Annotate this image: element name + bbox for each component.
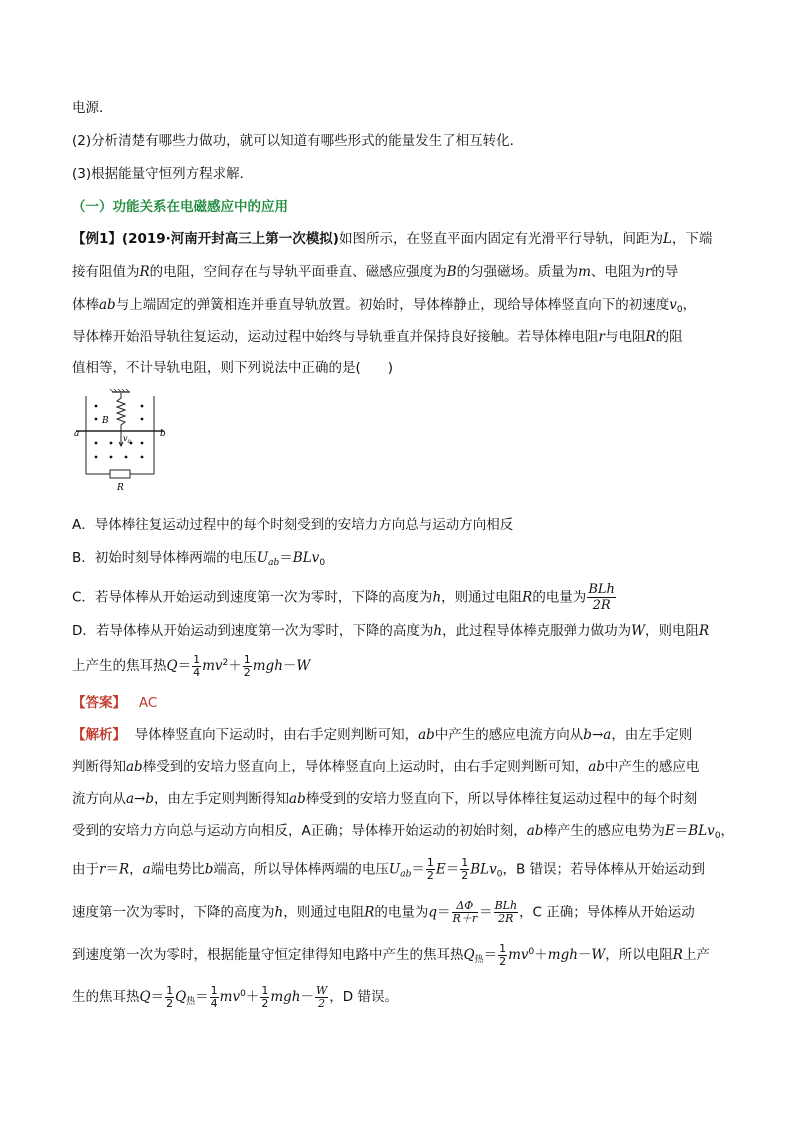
var-direction: a→b — [126, 791, 155, 807]
plus: ＋ — [245, 989, 260, 1005]
analysis-line-6 — [72, 900, 695, 925]
option-text: 上产生的焦耳热 — [72, 658, 167, 674]
analysis-text: 的电量为 — [374, 904, 429, 921]
example-line-3 — [72, 295, 696, 320]
equals: ＝ — [150, 989, 165, 1005]
var-L: L — [662, 231, 672, 247]
option-text: C．若导体棒从开始运动到速度第一次为零时，下降的高度为 — [72, 589, 433, 606]
equals: ＝ — [483, 947, 498, 963]
equals: ＝ — [674, 823, 689, 839]
var-r: r — [99, 861, 106, 878]
var-r: r — [644, 264, 652, 280]
example-text: ，下端 — [671, 231, 713, 247]
analysis-line-7 — [72, 942, 710, 970]
equals: ＝ — [105, 861, 119, 878]
circuit-diagram — [74, 388, 174, 494]
var-a: a — [142, 861, 151, 878]
fraction: $\frac{\text{BLh}}{2R}$ — [494, 899, 518, 925]
analysis-tag: 【解析】 — [72, 727, 126, 743]
fraction: $\frac{1}{2}$ — [166, 983, 174, 1010]
var-E: E — [664, 823, 675, 839]
option-text: D．若导体棒从开始运动到速度第一次为零时，下降的高度为 — [72, 623, 434, 639]
subscript: 0 — [496, 869, 503, 880]
analysis-text: 由于 — [72, 861, 99, 878]
analysis-text: 上产 — [682, 947, 710, 963]
var-ab: ab — [289, 791, 306, 807]
minus: － — [300, 989, 314, 1005]
equals: ＝ — [195, 989, 209, 1005]
option-d-line-1 — [72, 621, 709, 641]
analysis-text: 棒受到的安培力竖直向上，导体棒竖直向上运动时，由右手定则判断可知， — [142, 759, 589, 775]
fraction: $\frac{1}{2}$ — [499, 941, 507, 968]
var-R: R — [118, 861, 130, 878]
equals: ＝ — [445, 861, 460, 878]
analysis-text: 受到的安培力方向总与运动方向相反，A正确；导体棒开始运动的初始时刻， — [72, 823, 527, 839]
fraction: $\frac{1}{2}$ — [261, 983, 269, 1010]
minus: － — [282, 658, 297, 674]
diagram-label-a: a — [74, 429, 80, 439]
example-line-5: 值相等，不计导轨电阻，则下列说法中正确的是( ) — [72, 360, 394, 376]
example-line-2 — [72, 262, 678, 282]
var-direction: b→a — [583, 727, 612, 743]
analysis-line-5 — [72, 857, 705, 885]
var-Q: Q — [166, 658, 178, 674]
option-d-line-2 — [72, 653, 310, 679]
var-Q: Q — [139, 989, 151, 1005]
analysis-text: 生的焦耳热 — [72, 989, 140, 1005]
subscript: ab — [400, 869, 412, 880]
subscript: 热 — [474, 955, 484, 965]
diagram-label-b: b — [160, 429, 166, 439]
analysis-text: 端高，所以导体棒两端的电压 — [213, 861, 389, 878]
diagram-label-B: B — [102, 416, 109, 426]
var-v: v — [669, 297, 677, 313]
fraction: $\frac{1}{4}$ — [193, 652, 201, 679]
var-R: R — [645, 329, 656, 345]
example-text: 导体棒开始沿导轨往复运动，运动过程中始终与导轨垂直并保持良好接触。若导体棒电阻 — [72, 329, 599, 345]
analysis-text: 棒产生的感应电势为 — [543, 823, 665, 839]
var-mv: mv — [508, 947, 529, 963]
analysis-text: 中产生的感应电 — [604, 759, 700, 775]
var-W: W — [591, 947, 606, 963]
var-ab: ab — [418, 727, 435, 743]
var-R: R — [139, 264, 150, 280]
var-R: R — [672, 947, 683, 963]
analysis-text: 中产生的感应电流方向从 — [434, 727, 584, 743]
intro-line-2: (2)分析清楚有哪些力做功，就可以知道有哪些形式的能量发生了相互转化． — [72, 133, 524, 149]
example-line-4 — [72, 327, 683, 347]
analysis-text: ，则通过电阻 — [283, 904, 365, 921]
analysis-text: ，C 正确；导体棒从开始运动 — [519, 904, 695, 921]
var-r: r — [598, 329, 605, 345]
subscript: 热 — [186, 997, 196, 1007]
var-W: W — [631, 623, 645, 639]
subscript: 0 — [319, 558, 326, 568]
diagram-label-v0: $v_0$ — [123, 434, 131, 445]
var-ab: ab — [126, 759, 143, 775]
var-ab: ab — [99, 297, 116, 313]
fraction: $\frac{1}{2}$ — [426, 856, 434, 882]
analysis-text: ，由左手定则 — [611, 727, 693, 743]
minus: － — [577, 947, 592, 963]
example-text: 体棒 — [72, 297, 99, 313]
answer-tag: 【答案】 — [72, 695, 126, 711]
fraction: $\frac{1}{4}$ — [210, 983, 218, 1010]
analysis-text: ，B 错误；若导体棒从开始运动到 — [502, 861, 706, 878]
superscript: 0 — [528, 947, 535, 957]
example-text: 的匀强磁场。质量为 — [456, 264, 579, 280]
option-b — [72, 548, 325, 573]
plus: ＋ — [228, 658, 242, 674]
var-m: m — [578, 264, 591, 280]
var-ab: ab — [526, 823, 544, 839]
fraction: $\frac{W}{2}$ — [315, 983, 328, 1010]
analysis-text: ，由左手定则判断得知 — [154, 791, 290, 807]
var-R: R — [364, 904, 375, 921]
var-q: q — [428, 904, 438, 921]
subscript: 0 — [714, 831, 721, 841]
var-E: E — [435, 861, 446, 878]
option-text: ，则电阻 — [645, 623, 699, 639]
option-text: B．初始时刻导体棒两端的电压 — [72, 550, 257, 566]
analysis-text: 导体棒竖直向下运动时，由右手定则判断可知， — [134, 727, 419, 743]
analysis-text: ，D 错误。 — [329, 989, 398, 1005]
plus: ＋ — [534, 947, 548, 963]
equals: ＝ — [279, 550, 293, 566]
option-text: 的电量为 — [532, 589, 587, 606]
equals: ＝ — [479, 904, 493, 921]
option-text: ，此过程导体棒克服弹力做功为 — [442, 623, 632, 639]
var-h: h — [274, 904, 284, 921]
var-BLv: BLv — [292, 550, 320, 566]
var-mv: mv — [202, 658, 223, 674]
example-text: 接有阻值为 — [72, 264, 140, 280]
var-mgh: mgh — [547, 947, 578, 963]
example-text: 与电阻 — [604, 329, 646, 345]
answer-value: AC — [138, 695, 158, 711]
analysis-text: ， — [129, 861, 143, 878]
var-B: B — [446, 264, 457, 280]
fraction: $\frac{\Delta\Phi}{R+r}$ — [452, 899, 478, 925]
analysis-text: 到速度第一次为零时，根据能量守恒定律得知电路中产生的焦耳热 — [72, 947, 464, 963]
analysis-text: ，所以电阻 — [605, 947, 673, 963]
analysis-text: 端电势比 — [150, 861, 205, 878]
answer-line — [72, 693, 157, 713]
var-h: h — [432, 589, 442, 606]
analysis-text: 速度第一次为零时，下降的高度为 — [72, 904, 275, 921]
var-Q: Q — [175, 989, 187, 1005]
analysis-line-4 — [72, 821, 734, 846]
analysis-text: 判断得知 — [72, 759, 126, 775]
option-c — [72, 582, 617, 613]
section-title: （一）功能关系在电磁感应中的应用 — [72, 199, 288, 215]
subscript: 0 — [676, 305, 683, 315]
example-text: 的导 — [651, 264, 679, 280]
analysis-line-3 — [72, 789, 697, 809]
diagram-label-R: R — [117, 483, 124, 493]
superscript: 0 — [240, 989, 246, 999]
var-BLv: BLv — [470, 861, 497, 878]
example-source: (2019·河南开封高三上第一次模拟) — [121, 231, 339, 247]
analysis-line-8 — [72, 984, 398, 1012]
var-U: U — [388, 861, 401, 878]
example-text: 与上端固定的弹簧相连并垂直导轨放置。初始时，导体棒静止，现给导体棒竖直向下的初速度 — [115, 297, 670, 313]
analysis-text: ， — [720, 823, 735, 839]
example-text: 如图所示，在竖直平面内固定有光滑平行导轨，间距为 — [338, 231, 663, 247]
example-text: ， — [682, 297, 697, 313]
var-U: U — [256, 550, 269, 566]
var-BLv: BLv — [688, 823, 715, 839]
example-text: 的阻 — [655, 329, 683, 345]
example-line-1 — [72, 229, 712, 249]
var-R: R — [522, 589, 533, 606]
analysis-line-1 — [72, 725, 692, 745]
fraction: $\frac{\text{BLh}}{2R}$ — [588, 582, 615, 613]
analysis-text: 棒受到的安培力竖直向下，所以导体棒往复运动过程中的每个时刻 — [305, 791, 698, 807]
fraction: $\frac{1}{2}$ — [243, 652, 251, 679]
var-ab: ab — [588, 759, 605, 775]
var-Q: Q — [463, 947, 475, 963]
superscript: 2 — [222, 658, 229, 668]
fraction: $\frac{1}{2}$ — [461, 856, 469, 882]
intro-line-3: (3)根据能量守恒列方程求解． — [72, 166, 254, 182]
example-text: 、电阻为 — [590, 264, 645, 280]
var-W: W — [296, 658, 311, 674]
equals: ＝ — [411, 861, 425, 878]
var-mv: mv — [219, 989, 241, 1005]
example-text: 的电阻，空间存在与导轨平面垂直、磁感应强度为 — [149, 264, 447, 280]
var-b: b — [204, 861, 214, 878]
subscript: ab — [268, 558, 280, 568]
intro-line-1: 电源． — [72, 100, 113, 116]
option-a: A．导体棒往复运动过程中的每个时刻受到的安培力方向总与运动方向相反 — [72, 517, 514, 533]
example-tag: 【例1】 — [72, 231, 122, 247]
var-mgh: mgh — [252, 658, 283, 674]
var-h: h — [433, 623, 443, 639]
var-R: R — [699, 623, 710, 639]
option-text: ，则通过电阻 — [441, 589, 523, 606]
analysis-line-2 — [72, 757, 699, 777]
equals: ＝ — [177, 658, 192, 674]
equals: ＝ — [437, 904, 451, 921]
var-mgh: mgh — [270, 989, 301, 1005]
analysis-text: 流方向从 — [72, 791, 126, 807]
